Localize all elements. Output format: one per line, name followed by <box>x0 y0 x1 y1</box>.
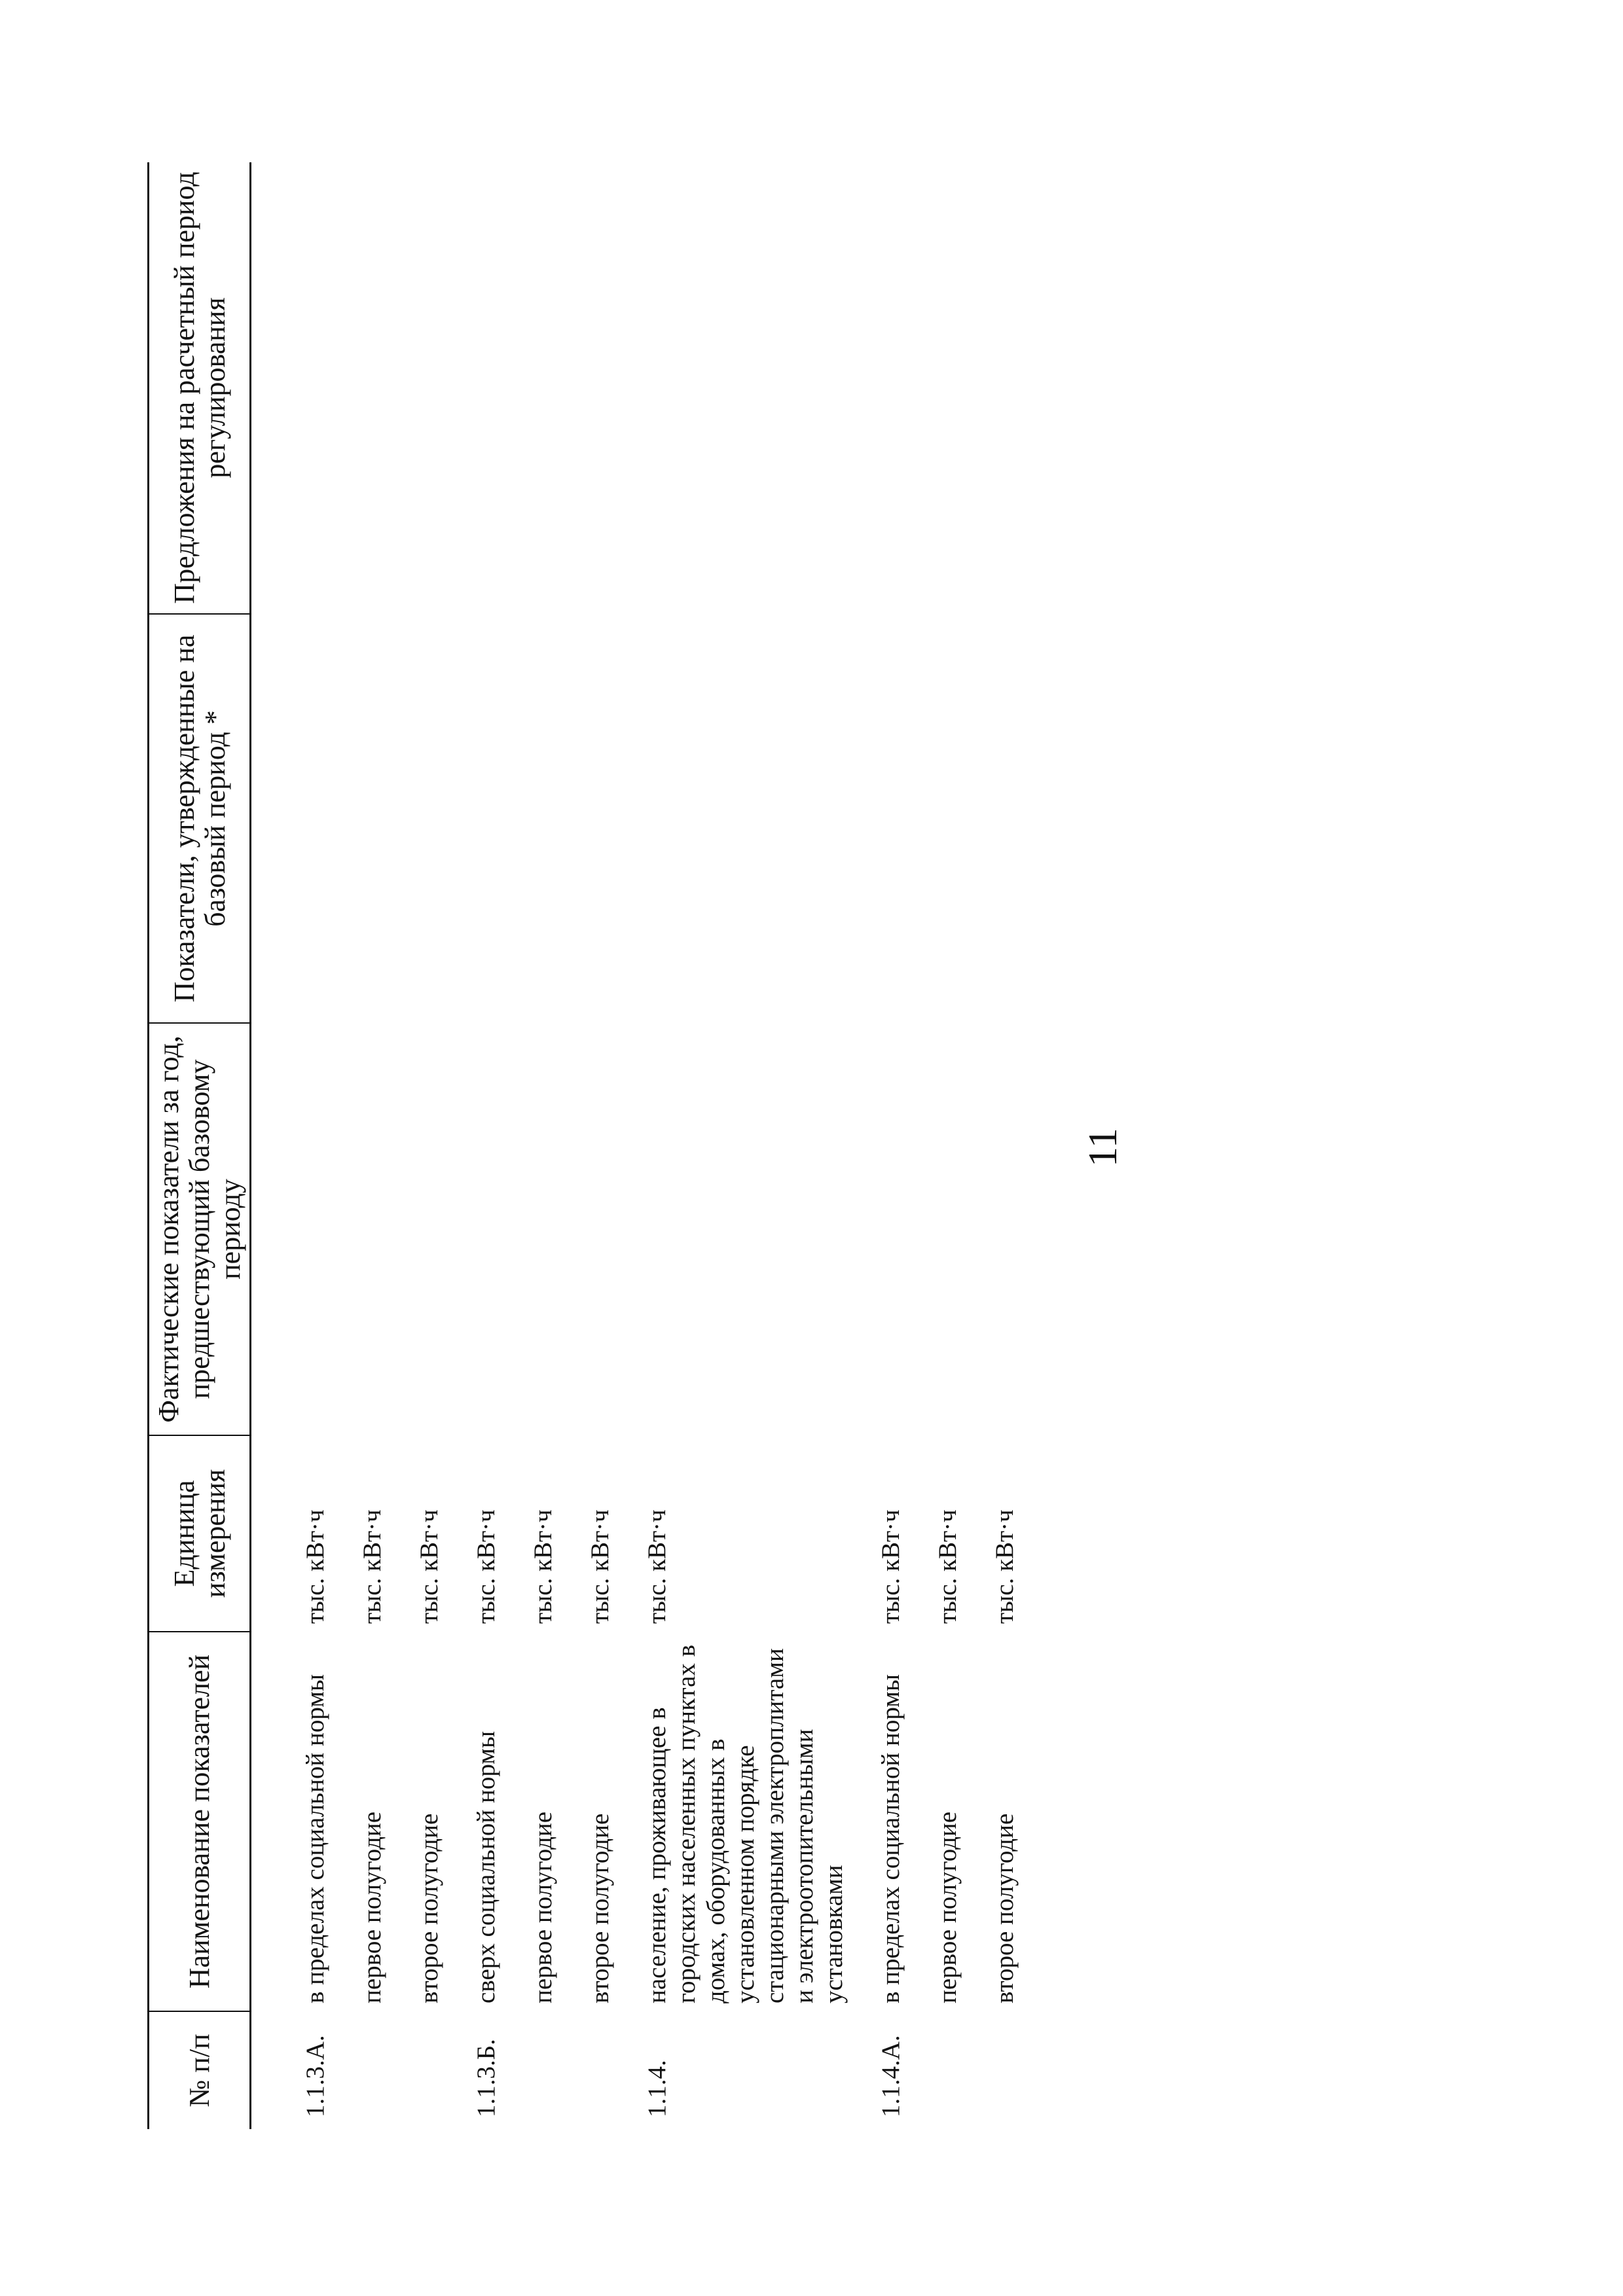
row-proposal <box>387 162 444 614</box>
row-num: 1.1.4.А. <box>877 2035 905 2117</box>
row-unit: тыс. кВт·ч <box>529 1509 557 1624</box>
row-proposal <box>962 162 1019 614</box>
table-row <box>251 162 331 2129</box>
row-proposal <box>615 162 848 614</box>
row-fact <box>330 1023 387 1435</box>
row-num: 1.1.3.А. <box>301 2035 329 2117</box>
header-row <box>149 162 251 2129</box>
row-fact <box>251 1023 331 1435</box>
table-row <box>905 162 962 2129</box>
row-fact <box>387 1023 444 1435</box>
row-name: второе полугодие <box>991 1813 1019 2003</box>
row-approved <box>615 614 848 1023</box>
row-approved <box>251 614 331 1023</box>
header-unit: Единица измерения <box>149 1435 251 1632</box>
row-fact <box>962 1023 1019 1435</box>
row-proposal <box>905 162 962 614</box>
row-name: сверх социальной нормы <box>472 1731 500 2003</box>
row-name: первое полугодие <box>358 1811 386 2003</box>
table-row <box>444 162 501 2129</box>
row-approved <box>848 614 905 1023</box>
table-row <box>501 162 558 2129</box>
indicators-table <box>147 162 1019 2129</box>
table-row <box>615 162 848 2129</box>
row-approved <box>444 614 501 1023</box>
row-num <box>387 2011 444 2129</box>
header-name: Наименование показателей <box>149 1632 251 2011</box>
row-unit: тыс. кВт·ч <box>358 1509 386 1624</box>
row-num <box>905 2011 962 2129</box>
row-fact <box>615 1023 848 1435</box>
row-name: второе полугодие <box>415 1813 443 2003</box>
row-name: в пределах социальной нормы <box>301 1674 329 2003</box>
header-num: № п/п <box>149 2011 251 2129</box>
row-approved <box>501 614 558 1023</box>
row-fact <box>905 1023 962 1435</box>
row-unit: тыс. кВт·ч <box>415 1509 443 1624</box>
row-name: первое полугодие <box>934 1811 962 2003</box>
row-unit: тыс. кВт·ч <box>586 1509 614 1624</box>
header-proposal: Предложения на расчетный период регулирования <box>149 162 251 614</box>
row-proposal <box>444 162 501 614</box>
row-fact <box>501 1023 558 1435</box>
row-fact <box>558 1023 615 1435</box>
row-proposal <box>848 162 905 614</box>
row-fact <box>848 1023 905 1435</box>
table-row <box>558 162 615 2129</box>
row-approved <box>905 614 962 1023</box>
row-unit: тыс. кВт·ч <box>301 1509 329 1624</box>
row-name: первое полугодие <box>529 1811 557 2003</box>
row-proposal <box>330 162 387 614</box>
row-num: 1.1.3.Б. <box>472 2039 500 2117</box>
row-num <box>962 2011 1019 2129</box>
table-row <box>387 162 444 2129</box>
row-approved <box>558 614 615 1023</box>
row-proposal <box>558 162 615 614</box>
row-num: 1.1.4. <box>643 2060 671 2117</box>
row-approved <box>387 614 444 1023</box>
row-unit: тыс. кВт·ч <box>877 1509 905 1624</box>
table-row <box>962 162 1019 2129</box>
row-unit: тыс. кВт·ч <box>991 1509 1019 1624</box>
row-proposal <box>501 162 558 614</box>
row-name: второе полугодие <box>586 1813 614 2003</box>
row-num <box>558 2011 615 2129</box>
row-name: население, проживающее в городских населенных пунктах в домах, оборудованных в установленном порядке стационарными электроплитами и электроотопительными установками <box>643 1644 848 2003</box>
header-approved: Показатели, утвержденные на базовый период * <box>149 614 251 1023</box>
page-number: 11 <box>1081 1128 1125 1167</box>
table-row <box>330 162 387 2129</box>
row-unit: тыс. кВт·ч <box>643 1509 671 1624</box>
row-proposal <box>251 162 331 614</box>
row-num <box>330 2011 387 2129</box>
row-approved <box>962 614 1019 1023</box>
row-name: в пределах социальной нормы <box>877 1674 905 2003</box>
row-num <box>501 2011 558 2129</box>
row-approved <box>330 614 387 1023</box>
header-fact: Фактические показатели за год, предшествующий базовому периоду <box>149 1023 251 1435</box>
row-unit: тыс. кВт·ч <box>472 1509 500 1624</box>
row-fact <box>444 1023 501 1435</box>
table-row <box>848 162 905 2129</box>
row-unit: тыс. кВт·ч <box>934 1509 962 1624</box>
